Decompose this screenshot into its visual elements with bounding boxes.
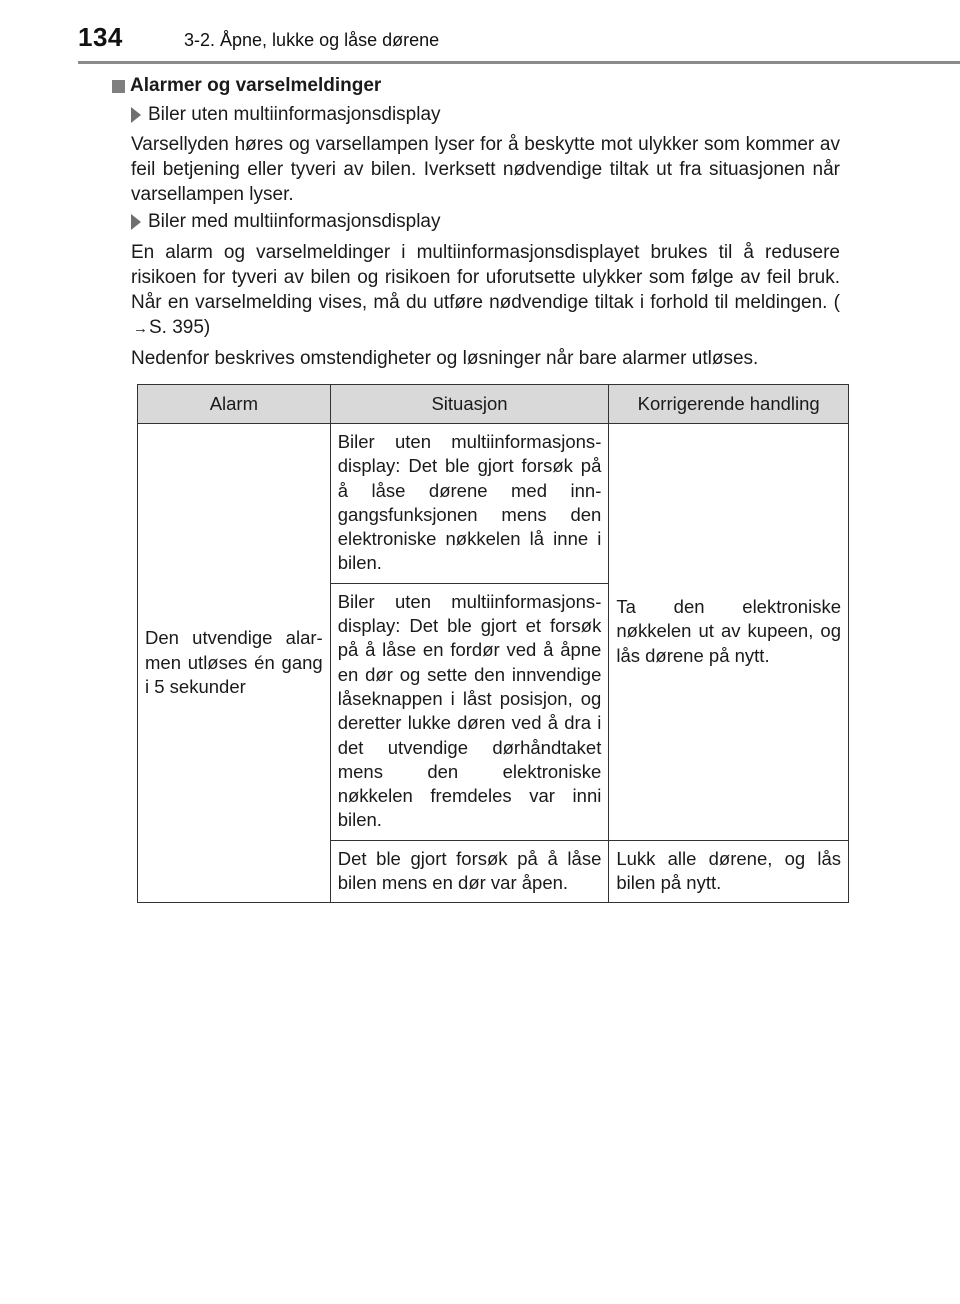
chapter-title: 3-2. Åpne, lukke og låse dørene	[184, 30, 440, 50]
triangle-bullet-icon	[131, 107, 141, 123]
action-cell: Ta den elektroniske nøkkelen ut av kupeen, og lås dørene på nytt.	[609, 424, 849, 841]
page-reference-link[interactable]: S. 395)	[149, 317, 211, 338]
alarm-table	[137, 384, 849, 903]
paragraph-intro-table: Nedenfor beskrives omstendigheter og løsninger når bare alarmer utløses.	[131, 348, 759, 369]
triangle-bullet-icon	[131, 214, 141, 230]
action-cell: Lukk alle dørene, og lås bilen på nytt.	[609, 840, 849, 903]
situation-cell: Det ble gjort forsøk på å låse bilen mens en dør var åpen.	[330, 840, 609, 903]
subheading-with-display-text: Biler med multiinformasjonsdisplay	[148, 211, 441, 232]
section-heading	[112, 75, 381, 97]
subheading-without-display-text: Biler uten multiinformasjonsdisplay	[148, 104, 441, 125]
reference-arrow-icon: →	[133, 320, 148, 337]
paragraph-with-display-text: En alarm og varselmeldinger i multiinformasjonsdisplayet brukes til å redusere risikoen for tyveri av bilen og risikoen for uforutsette ulykker som følge av feil bruk. Når en varselmelding vises, må du utføre nødvendige tiltak i forhold til meldingen. (	[131, 242, 840, 313]
situation-cell: Biler uten multiinformasjonsdisplay: Det ble gjort et forsøk på å låse en fordør ved å åpne en dør og sette den innvendige låseknappen i låst posisjon, og deretter lukke døren ved å dra i det utvendige dørhåndtaket mens den elektroniske nøkkelen fremdeles var inni bilen.	[330, 583, 609, 840]
column-header-action: Korrigerende handling	[609, 385, 849, 424]
situation-cell: Biler uten multiinformasjonsdisplay: Det ble gjort forsøk på å låse dørene med inngangsfunksjonen mens den elektroniske nøkkelen lå inne i bilen.	[330, 424, 609, 584]
table-row	[138, 424, 849, 584]
square-bullet-icon	[112, 80, 125, 93]
paragraph-with-display	[131, 240, 840, 341]
table-header-row	[138, 385, 849, 424]
column-header-alarm: Alarm	[138, 385, 331, 424]
page-number: 134	[78, 22, 123, 52]
subheading-without-display	[131, 104, 441, 126]
subheading-with-display	[131, 211, 441, 233]
section-heading-text: Alarmer og varselmeldinger	[130, 75, 382, 96]
paragraph-without-display: Varsellyden høres og varsellampen lyser for å beskytte mot ulykker som kommer av feil betjening eller tyveri av bilen. Iverksett nødvendige tiltak ut fra situasjonen når varsellampen lyser.	[131, 134, 840, 205]
alarm-cell: Den utvendige alarmen utløses én gang i 5 sekunder	[138, 424, 331, 903]
column-header-situation: Situasjon	[330, 385, 609, 424]
page-header	[0, 0, 960, 64]
header-rule	[78, 61, 960, 64]
